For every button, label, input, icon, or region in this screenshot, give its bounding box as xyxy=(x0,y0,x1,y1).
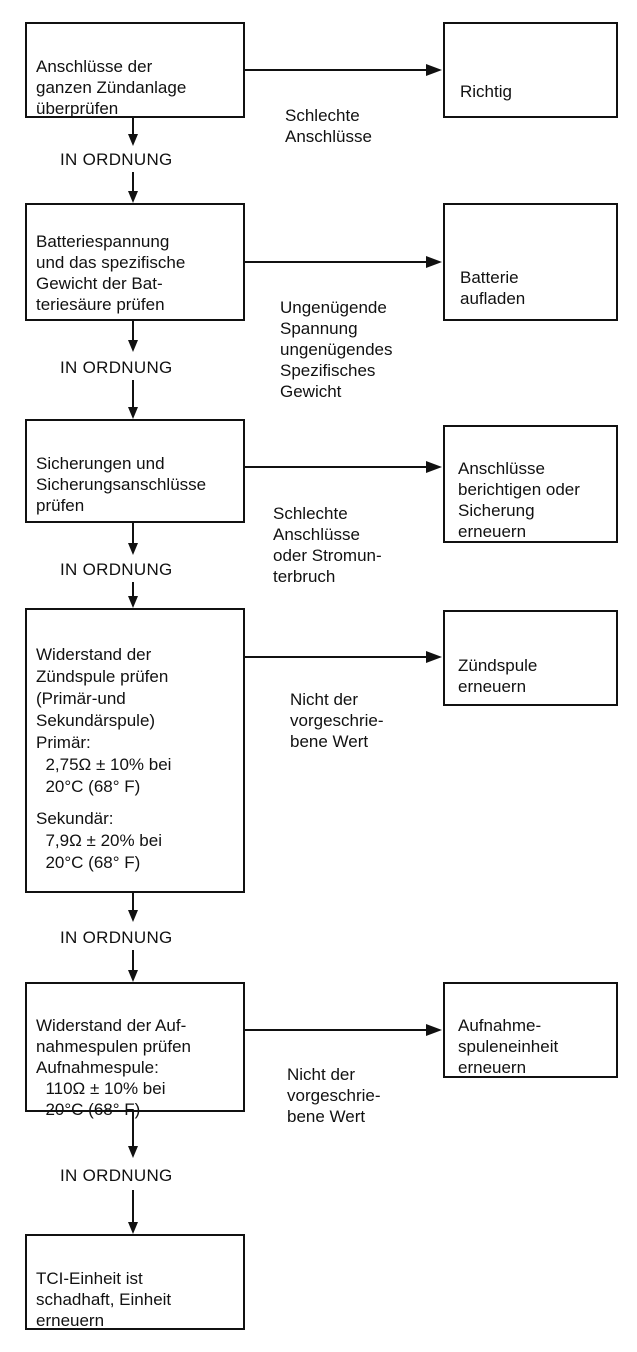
ok-arrowhead-3a xyxy=(128,543,138,555)
fault-label-5: Nicht der vorgeschrie- bene Wert xyxy=(287,1065,381,1126)
ok-arrowhead-1b xyxy=(128,191,138,203)
remedy-text-5: Aufnahme- spuleneinheit erneuern xyxy=(458,1016,559,1077)
fault-arrowhead-5 xyxy=(426,1024,442,1036)
ok-label-3: IN ORDNUNG xyxy=(60,560,173,579)
fault-label-2: Ungenügende Spannung ungenügendes Spezifisches Gewicht xyxy=(280,298,393,401)
check-text-3: Sicherungen und Sicherungsanschlüsse prüfen xyxy=(36,454,207,515)
fault-arrowhead-3 xyxy=(426,461,442,473)
remedy-text-4: Zündspule erneuern xyxy=(458,656,538,696)
remedy-text-1: Richtig xyxy=(460,82,512,101)
check-text-4: Widerstand der Zündspule prüfen (Primär-und Sekundärspule) Primär: 2,75Ω ± 10% bei 20°C (68° F) Sekundär: 7,9Ω ± 20% bei 20°C (68° F) xyxy=(36,645,172,872)
fault-arrowhead-2 xyxy=(426,256,442,268)
fault-label-1: Schlechte Anschlüsse xyxy=(285,106,372,146)
check-text-5: Widerstand der Auf- nahmespulen prüfen Aufnahmespule: 110Ω ± 10% bei 20°C (68° F) xyxy=(36,1016,192,1119)
ok-label-1: IN ORDNUNG xyxy=(60,150,173,169)
remedy-text-2: Batterie aufladen xyxy=(460,268,526,308)
ok-arrowhead-4b xyxy=(128,970,138,982)
ok-label-5: IN ORDNUNG xyxy=(60,1166,173,1185)
check-text-2: Batteriespannung und das spezifische Gewicht der Bat- teriesäure prüfen xyxy=(36,232,186,314)
final-text: TCI-Einheit ist schadhaft, Einheit erneuern xyxy=(36,1269,172,1330)
fault-arrowhead-1 xyxy=(426,64,442,76)
fault-label-4: Nicht der vorgeschrie- bene Wert xyxy=(290,690,384,751)
ok-arrowhead-4a xyxy=(128,910,138,922)
ok-arrowhead-3b xyxy=(128,596,138,608)
ok-label-4: IN ORDNUNG xyxy=(60,928,173,947)
ok-label-2: IN ORDNUNG xyxy=(60,358,173,377)
ok-arrowhead-5a xyxy=(128,1146,138,1158)
remedy-text-3: Anschlüsse berichtigen oder Sicherung erneuern xyxy=(458,459,580,541)
ok-arrowhead-5b xyxy=(128,1222,138,1234)
check-text-1: Anschlüsse der ganzen Zündanlage überprüfen xyxy=(36,57,187,118)
ok-arrowhead-2a xyxy=(128,340,138,352)
fault-label-3: Schlechte Anschlüsse oder Stromun- terbruch xyxy=(273,504,382,586)
fault-arrowhead-4 xyxy=(426,651,442,663)
ok-arrowhead-2b xyxy=(128,407,138,419)
